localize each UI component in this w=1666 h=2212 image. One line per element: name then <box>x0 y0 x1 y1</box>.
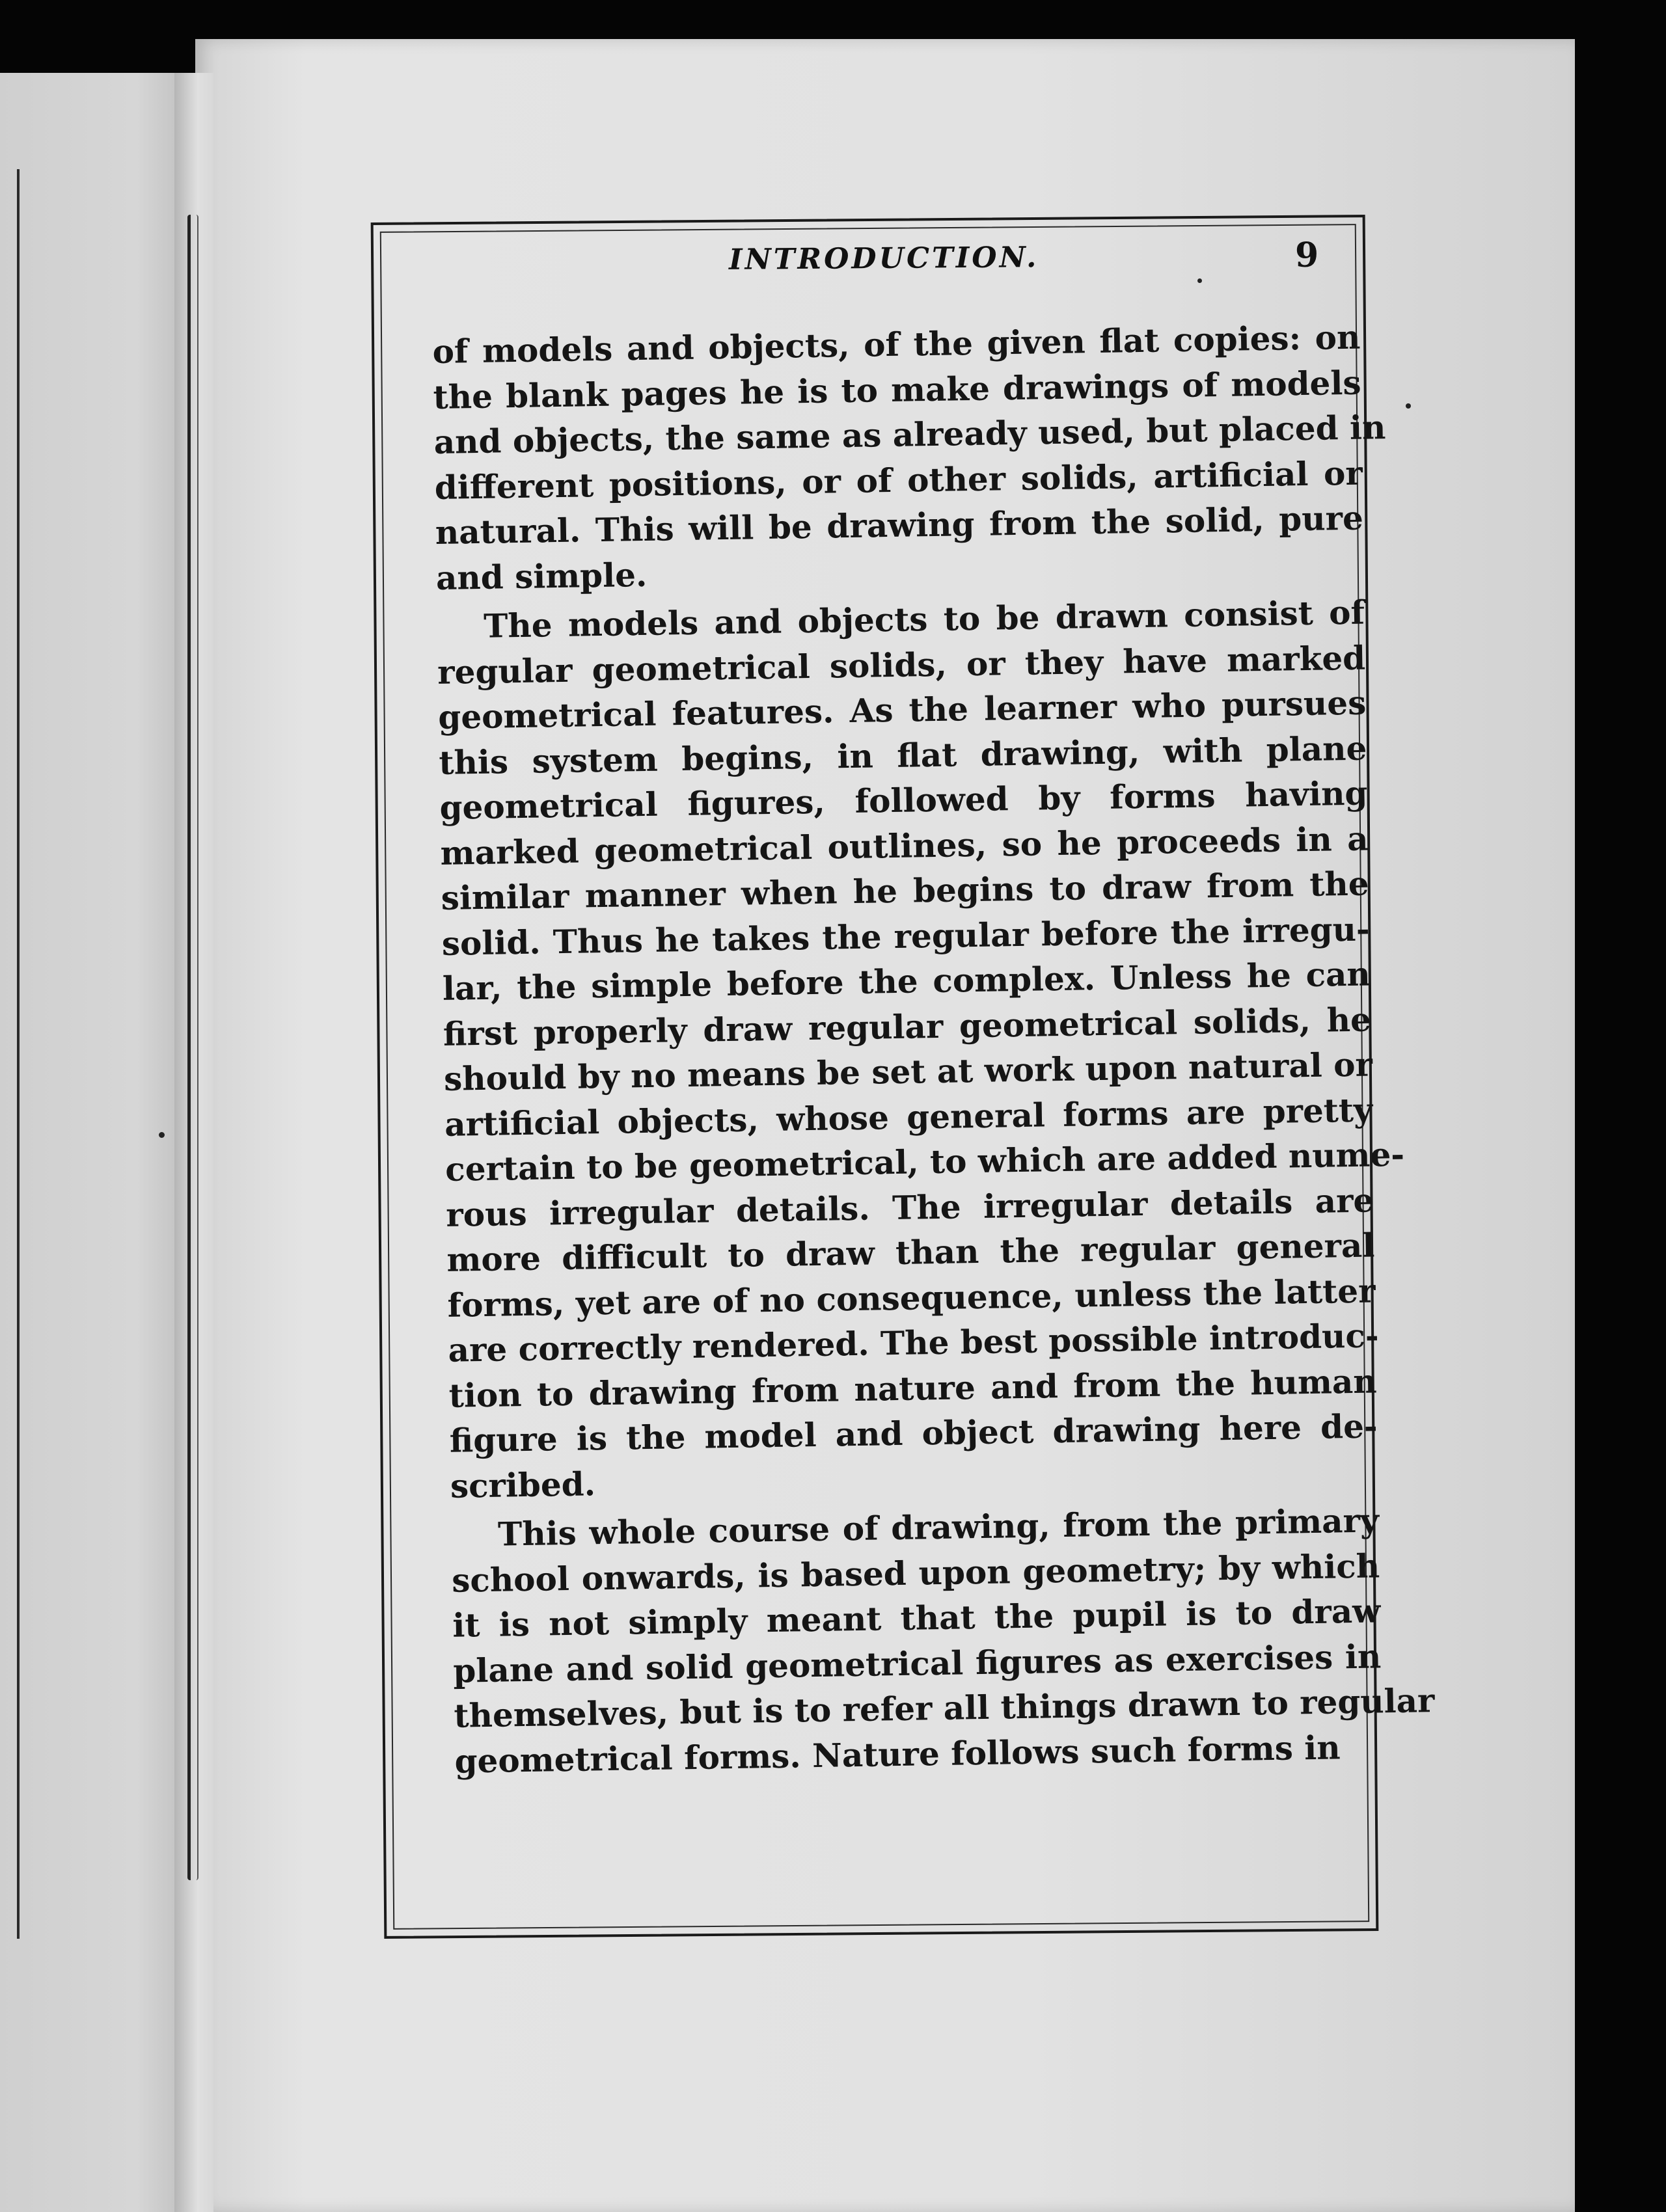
text-line: rous irregular details. The irregular details are <box>445 1180 1374 1234</box>
text-line: plane and solid geometrical figures as exercises in <box>452 1636 1382 1690</box>
text-line: marked geometrical outlines, so he proceeds in a <box>440 819 1369 872</box>
left-page-edge <box>0 73 195 2212</box>
spine-crease <box>187 215 198 1880</box>
text-line: geometrical figures, followed by forms having <box>439 774 1368 827</box>
text-line: first properly draw regular geometrical solids, he <box>443 999 1372 1053</box>
text-line: certain to be geometrical, to which are added nume- <box>444 1135 1405 1189</box>
text-line: should by no means be set at work upon natural or <box>443 1045 1373 1098</box>
text-line: scribed. <box>450 1464 596 1505</box>
text-line: themselves, but is to refer all things drawn to regular <box>454 1681 1435 1735</box>
text-line: This whole course of drawing, from the primary <box>497 1501 1380 1554</box>
text-line: geometrical forms. Nature follows such forms in <box>454 1727 1341 1781</box>
text-line: artificial objects, whose general forms are pretty <box>444 1090 1373 1144</box>
text-line: and simple. <box>435 555 648 597</box>
text-line: similar manner when he begins to draw from the <box>441 864 1370 917</box>
text-line: this system begins, in flat drawing, with plane <box>438 729 1367 782</box>
text-line: The models and objects to be drawn consist of <box>483 593 1365 645</box>
print-speck <box>1197 278 1202 283</box>
text-line: forms, yet are of no consequence, unless the latter <box>447 1271 1376 1325</box>
running-head: INTRODUCTION. <box>728 241 1039 276</box>
text-line: solid. Thus he takes the regular before the irregu- <box>441 909 1371 963</box>
text-line: school onwards, is based upon geometry; by which <box>451 1546 1380 1600</box>
print-speck <box>159 1132 165 1138</box>
text-line: more difficult to draw than the regular general <box>446 1226 1375 1279</box>
text-line: lar, the simple before the complex. Unless he can <box>442 954 1371 1008</box>
text-line: of models and objects, of the given flat copies: on <box>432 317 1361 371</box>
text-line: regular geometrical solids, or they have marked <box>437 638 1366 692</box>
text-line: are correctly rendered. The best possible introduc- <box>448 1316 1380 1369</box>
left-page-border-rule <box>17 169 20 1939</box>
text-line: it is not simply meant that the pupil is to draw <box>452 1591 1381 1645</box>
text-line: tion to drawing from nature and from the human <box>448 1361 1378 1415</box>
print-speck <box>1406 403 1411 409</box>
text-line: different positions, or of other solids, artificial or <box>434 453 1363 507</box>
body-text <box>432 315 1435 1784</box>
text-line: natural. This will be drawing from the solid, pure <box>435 498 1364 552</box>
text-line: and objects, the same as already used, but placed in <box>433 408 1386 461</box>
text-line: figure is the model and object drawing here de- <box>449 1407 1378 1460</box>
text-line: the blank pages he is to make drawings of models <box>433 363 1361 416</box>
page-number: 9 <box>1295 236 1319 275</box>
text-line: geometrical features. As the learner who pursues <box>437 683 1367 736</box>
